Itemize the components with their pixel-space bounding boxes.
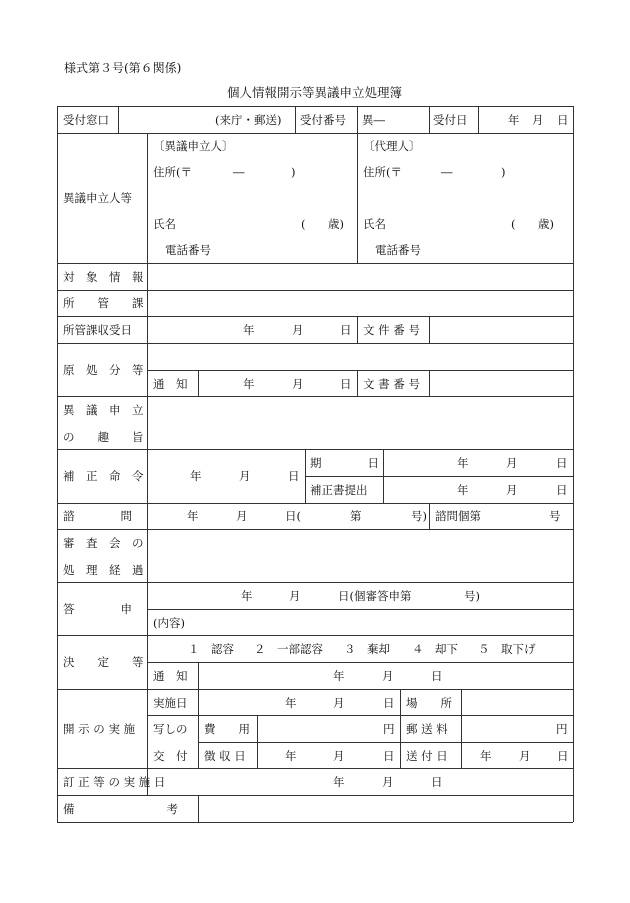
original-notice-day: 日 [340,377,352,391]
report-year: 年 [241,589,253,603]
original-disposition-label: 原 処 分 等 [63,363,144,377]
deadline-label: 期 日 [310,456,379,470]
consultation-month: 月 [236,509,248,523]
agent-phone-label: 電話番号 [375,243,421,257]
agent-name-label: 氏名 [363,217,386,231]
amendment-submit-label: 補正書提出 [310,483,368,497]
review-label-line1: 審 査 会 の [63,536,144,550]
agent-address-label: 住所(〒 [363,165,402,179]
sent-month: 月 [519,749,531,763]
collection-date-label: 徴 収 日 [204,749,246,763]
decision-option-reject: ４ 却下 [412,642,458,656]
amendment-order-label: 補 正 命 令 [63,469,144,483]
correction-month: 月 [382,775,394,789]
dept-receipt-month: 月 [292,323,304,337]
form-title: 個人情報開示等異議申立処理簿 [227,85,403,100]
appellant-age-label: 歳) [328,217,344,231]
decision-label: 決 定 等 [63,655,144,669]
correction-year: 年 [333,775,345,789]
consultation-day: 日( [285,509,301,523]
sent-date-label: 送 付 日 [406,749,448,763]
purpose-label-line1: 異 議 申 立 [63,403,144,417]
submit-month: 月 [506,483,518,497]
report-no-suffix: 号) [464,589,480,603]
postage-label: 郵 送 料 [406,722,448,736]
decision-notice-day: 日 [431,669,443,683]
original-notice-month: 月 [292,377,304,391]
collection-day: 日 [383,749,395,763]
collection-month: 月 [333,749,345,763]
implementation-year: 年 [285,696,297,710]
decision-option-approve: １ 認容 [188,642,234,656]
copy-delivery-label-2: 交 付 [153,749,188,763]
receipt-number-label: 受付番号 [300,113,346,127]
appellant-address-close: ) [291,165,296,179]
sent-year: 年 [480,749,492,763]
amendment-month: 月 [239,469,251,483]
implementation-day: 日 [383,696,395,710]
copy-delivery-label-1: 写しの [153,722,188,736]
document-number-label: 文 書 番 号 [363,377,420,391]
amendment-year: 年 [190,469,202,483]
consultation-year: 年 [187,509,199,523]
form-number: 様式第３号(第６関係) [64,61,182,75]
original-notice-label: 通 知 [153,377,188,391]
appellant-address-dash: ― [233,165,245,179]
implementation-date-label: 実施日 [153,696,188,710]
agent-age-label: 歳) [538,217,554,231]
disclosure-label: 開 示 の 実 施 [63,722,136,736]
original-notice-year: 年 [243,377,255,391]
decision-option-dismiss: ３ 棄却 [344,642,390,656]
consultation-number-suffix: 号 [549,509,561,523]
subject-info-label: 対 象 情 報 [63,270,144,284]
fee-yen: 円 [383,722,395,736]
doc-number-label: 文 件 番 号 [363,323,420,337]
correction-date-label: 訂 正 等 の 実 施 日 [63,775,166,789]
decision-notice-year: 年 [333,669,345,683]
review-label-line2: 処 理 経 過 [63,563,144,577]
agent-age-open: ( [511,217,516,231]
visit-mail-option: (来庁・郵送) [215,113,282,127]
receipt-day: 日 [557,113,569,127]
receipt-number-prefix: 異― [362,113,385,127]
postage-yen: 円 [556,722,568,736]
report-month: 月 [289,589,301,603]
consultation-label: 諮 問 [63,509,132,523]
dept-receipt-day: 日 [340,323,352,337]
decision-option-partial: ２ 一部認容 [254,642,323,656]
implementation-month: 月 [333,696,345,710]
submit-day: 日 [556,483,568,497]
deadline-month: 月 [506,456,518,470]
agent-address-close: ) [501,165,506,179]
department-label: 所 管 課 [63,296,144,310]
deadline-day: 日 [556,456,568,470]
consultation-number-label: 諮問個第 [435,509,481,523]
deadline-year: 年 [457,456,469,470]
receipt-window-label: 受付窓口 [63,113,109,127]
fee-label: 費 用 [204,722,250,736]
consultation-no-prefix: 第 [350,509,362,523]
dept-receipt-year: 年 [243,323,255,337]
report-day: 日(個審答申第 [338,589,412,603]
decision-notice-month: 月 [382,669,394,683]
receipt-date-label: 受付日 [433,113,468,127]
submit-year: 年 [457,483,469,497]
report-label: 答 申 [63,602,132,616]
report-content-label: (内容) [153,616,185,630]
amendment-day: 日 [288,469,300,483]
place-label: 場 所 [406,696,452,710]
agent-heading: 〔代理人〕 [363,139,421,153]
sent-day: 日 [557,749,569,763]
appellant-address-label: 住所(〒 [153,165,192,179]
agent-address-dash: ― [441,165,453,179]
collection-year: 年 [285,749,297,763]
receipt-year: 年 [508,113,520,127]
purpose-label-line2: の 趣 旨 [63,430,144,444]
receipt-month: 月 [532,113,544,127]
correction-day: 日 [431,775,443,789]
dept-receipt-label: 所管課収受日 [63,323,132,337]
decision-notice-label: 通 知 [153,669,188,683]
decision-option-withdraw: ５ 取下げ [478,642,536,656]
appellant-section-label: 異議申立人等 [63,191,132,205]
appellant-name-label: 氏名 [153,217,176,231]
remarks-label: 備 考 [63,802,178,816]
appellant-heading: 〔異議申立人〕 [153,139,234,153]
appellant-phone-label: 電話番号 [165,243,211,257]
appellant-age-open: ( [301,217,306,231]
consultation-no-suffix: 号) [411,509,427,523]
